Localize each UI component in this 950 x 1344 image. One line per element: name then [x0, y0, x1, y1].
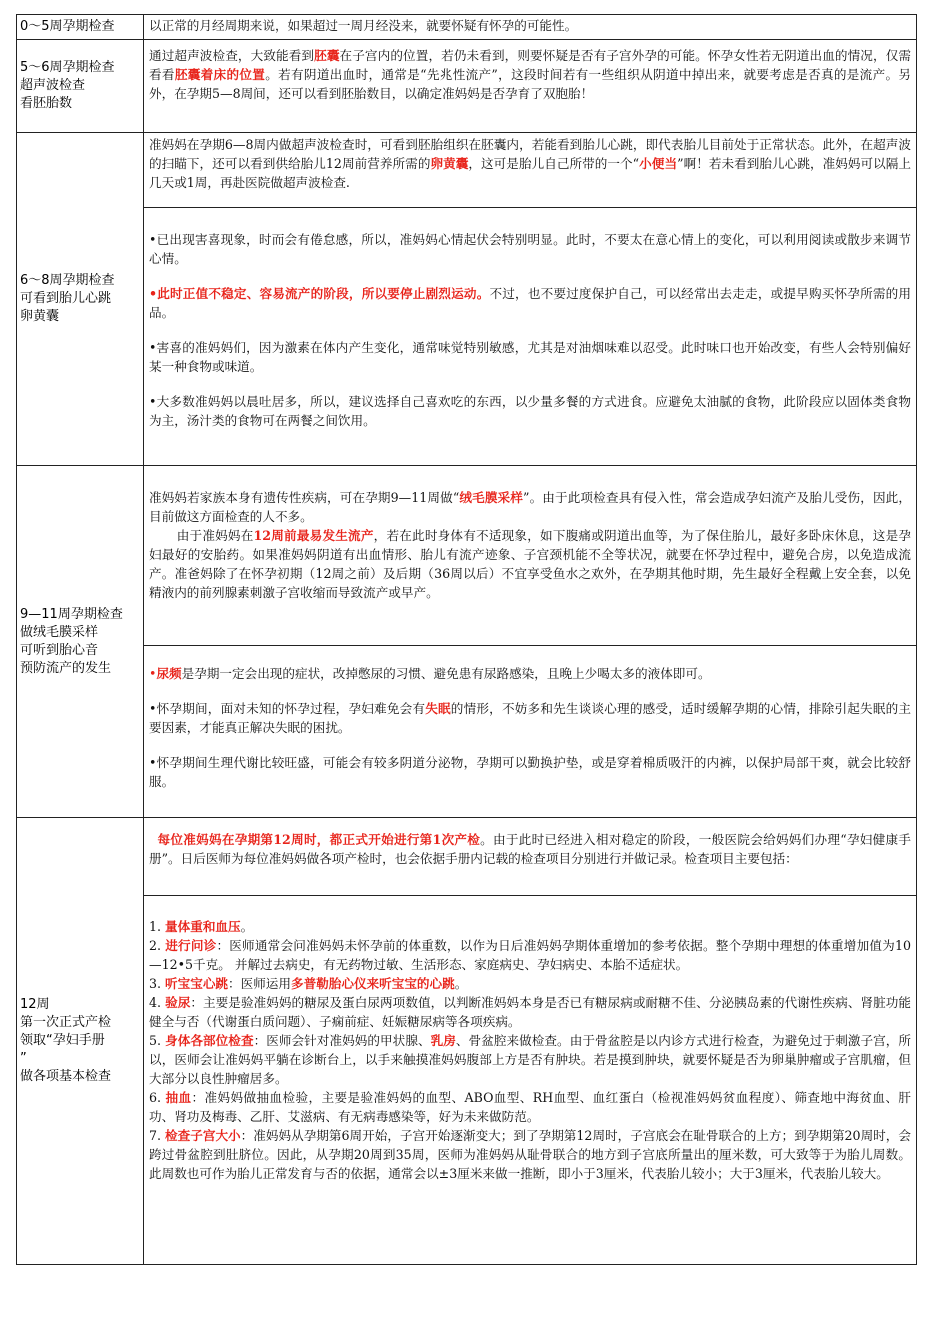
pregnancy-checkup-table — [16, 14, 917, 1265]
row-content — [144, 133, 917, 466]
text-run: 由于准妈妈在 — [176, 528, 254, 543]
bullet-dot: • — [149, 666, 157, 681]
highlight-text: 乳房 — [430, 1033, 456, 1048]
label-line: ” — [20, 1051, 27, 1066]
list-item — [149, 1031, 911, 1088]
highlight-text: 检查子宫大小 — [165, 1128, 241, 1143]
label-line: 0～5周孕期检查 — [20, 19, 115, 34]
text-run: 是孕期一定会出现的症状，改掉憋尿的习惯、避免患有尿路感染，且晚上少喝太多的液体即可。 — [181, 666, 711, 681]
paragraph — [149, 526, 911, 602]
label-line: 可看到胎儿心跳 — [20, 291, 112, 306]
paragraph: 以正常的月经周期来说，如果超过一周月经没来，就要怀疑有怀孕的可能性。 — [149, 18, 578, 33]
paragraph — [149, 135, 911, 192]
highlight-text: 身体各部位检查 — [165, 1033, 254, 1048]
highlight-text: 抽血 — [165, 1090, 192, 1105]
list-item — [149, 936, 911, 974]
row-content — [144, 466, 917, 818]
text-run: ：医师通常会问准妈妈未怀孕前的体重数，以作为日后准妈妈孕期体重增加的参考依据。整个孕期中理想的体重增加值为10—12•5千克。 并解过去病史，有无药物过敏、生活形态、家庭病史、孕妇病史、本胎不适症状。 — [149, 938, 911, 972]
label-line: 卵黄囊 — [20, 309, 60, 324]
list-item — [149, 974, 911, 993]
bullet-paragraph — [149, 699, 911, 737]
text-run: 的情形，不妨多和先生谈谈心理的感受，适时缓解孕期的心情，排除引起失眠的主要因素，才能真正解决失眠的困扰。 — [149, 701, 912, 735]
highlight-text: 每位准妈妈在孕期第12周时，都正式开始进行第1次产检 — [157, 832, 481, 847]
content-section — [144, 133, 916, 207]
text-run: ，若在此时身体有不适现象，如下腹痛或阴道出血等，为了保住胎儿，最好多卧床休息，这是孕妇最好的安胎药。如果准妈妈阴道有出血情形、胎儿有流产迹象、子宫颈机能不全等状况，就要在怀孕过程中，避免合房，以免造成流产。准爸妈除了在怀孕初期（12周之前）及后期（36周以后）不宜享受鱼水之欢外，在孕期其他时期，先生最好全程戴上安全套，以免精液内的前列腺素刺激子宫收缩而导致流产或早产。 — [149, 528, 911, 600]
highlight-text: •此时正值不稳定、容易流产的阶段，所以要停止剧烈运动。 — [149, 286, 490, 301]
label-line: 做绒毛膜采样 — [20, 624, 99, 640]
item-number: 6. — [149, 1090, 166, 1105]
highlight-text: 卵黄囊 — [430, 156, 469, 171]
text-run: ”啊！若未看到胎儿心跳，准妈妈可以隔上几天或1周，再赴医院做超声波检查. — [149, 156, 912, 190]
highlight-text: 验尿 — [165, 995, 191, 1010]
label-line: 做各项基本检查 — [20, 1069, 112, 1084]
text-run: 准妈妈若家族本身有遗传性疾病，可在孕期9—11周做“ — [149, 490, 460, 505]
text-run: 准妈妈在孕期6—8周内做超声波检查时，可看到胚胎组织在胚囊内，若能看到胎儿心跳，即代表胎儿目前处于正常状态。此外，在超声波的扫瞄下，还可以看到供给胎儿12周前营养所需的 — [149, 137, 911, 171]
table-row — [17, 133, 917, 466]
row-label — [17, 40, 144, 133]
text-run: •怀孕期间，面对未知的怀孕过程，孕妇难免会有 — [149, 701, 426, 716]
item-number: 1. — [149, 919, 166, 934]
list-item — [149, 917, 911, 936]
text-run: ：主要是验准妈妈的糖尿及蛋白尿两项数值，以判断准妈妈本身是否已有糖尿病或耐糖不佳、分泌胰岛素的代谢性疾病、肾脏功能健全与否（代谢蛋白质问题）、子痫前症、妊娠糖尿病等各项疾病。 — [149, 995, 912, 1029]
item-number: 5. — [149, 1033, 166, 1048]
table-row — [17, 15, 917, 40]
row-label — [17, 133, 144, 466]
label-line: 6～8周孕期检查 — [20, 273, 115, 288]
content-section — [144, 818, 916, 895]
label-line: 5～6周孕期检查 — [20, 60, 115, 75]
highlight-text: 听宝宝心跳 — [165, 976, 228, 991]
paragraph — [149, 46, 911, 103]
list-item — [149, 1126, 911, 1183]
text-run: 通过超声波检查，大致能看到 — [149, 48, 315, 63]
content-section — [144, 40, 916, 106]
bullet-paragraph: •已出现害喜现象，时而会有倦怠感，所以，准妈妈心情起伏会特别明显。此时，不要太在意心情上的变化，可以利用阅读或散步来调节心情。 — [149, 232, 911, 266]
table-row — [17, 818, 917, 1265]
highlight-text: 胚囊着床的位置 — [174, 67, 266, 82]
content-section — [144, 15, 916, 36]
text-run: 。若有阴道出血时，通常是“先兆性流产”，这段时间若有一些组织从阴道中掉出来，就要考虑是否真的是流产。另外，在孕期5—8周间，还可以看到胚胎数目，以确定准妈妈是否孕育了双胞胎！ — [149, 67, 911, 101]
bullet-paragraph: •大多数准妈妈以晨吐居多，所以，建议选择自己喜欢吃的东西，以少量多餐的方式进食。应避免太油腻的食物，此阶段应以固体类食物为主，汤汁类的食物可在两餐之间饮用。 — [149, 394, 911, 428]
row-content — [144, 15, 917, 40]
item-number: 4. — [149, 995, 166, 1010]
label-line: 看胚胎数 — [20, 96, 73, 111]
highlight-text: 绒毛膜采样 — [459, 490, 523, 505]
paragraph — [149, 488, 911, 526]
item-number: 2. — [149, 938, 166, 953]
bullet-paragraph: •害喜的准妈妈们，因为激素在体内产生变化，通常味觉特别敏感，尤其是对油烟味难以忍受。此时味口也开始改变，有些人会特别偏好某一种食物或味道。 — [149, 340, 911, 374]
bullet-paragraph: •怀孕期间生理代谢比较旺盛，可能会有较多阴道分泌物，孕期可以勤换护垫，或是穿着棉质吸汗的内裤，以保护局部干爽，就会比较舒服。 — [149, 755, 911, 789]
highlight-text: 尿频 — [156, 666, 182, 681]
content-section — [144, 895, 916, 1264]
highlight-text: 多普勒胎心仪来听宝宝的心跳 — [290, 976, 455, 991]
label-line: 领取“孕妇手册 — [20, 1033, 105, 1048]
highlight-text: 12周前最易发生流产 — [253, 528, 374, 543]
text-run: 。 — [240, 919, 254, 934]
text-run: 在子宫内的位置，若仍未看到，则要怀疑是否有子宫外孕的可能。怀孕女性若无阴道出血的情况，仅需看看 — [149, 48, 912, 82]
text-run: 、骨盆腔来做检查。由于骨盆腔是以内诊方式进行检查，为避免过于刺激子宫，所以，医师会让准妈妈平躺在诊断台上，以手来触摸准妈妈腹部上方是否有肿块。若是摸到肿块，就要怀疑是否为卵巢肿瘤或子宫肌瘤，但大部分以良性肿瘤居多。 — [149, 1033, 912, 1086]
text-run: ”。由于此项检查具有侵入性，常会造成孕妇流产及胎儿受伤，因此，目前做这方面检查的人不多。 — [149, 490, 911, 524]
list-item — [149, 1088, 911, 1126]
bullet-paragraph — [149, 284, 911, 322]
table-row — [17, 466, 917, 818]
paragraph — [149, 830, 911, 868]
list-item — [149, 993, 911, 1031]
highlight-text: 进行问诊 — [165, 938, 217, 953]
label-line: 可听到胎心音 — [20, 642, 99, 658]
item-number: 3. — [149, 976, 166, 991]
content-section — [144, 645, 916, 817]
label-line: 第一次正式产检 — [20, 1015, 112, 1030]
highlight-text: 小便当 — [639, 156, 678, 171]
label-line: 9—11周孕期检查 — [20, 606, 123, 622]
label-line: 12周 — [20, 997, 50, 1012]
text-run: ：准妈妈从孕期第6周开始，子宫开始逐渐变大；到了孕期第12周时，子宫底会在耻骨联合的上方；到孕期第20周时，会跨过骨盆腔到肚脐位。因此，从孕期20周到35周，医师为准妈妈从耻骨联合的地方到子宫底所量出的厘米数，可大致等于为胎儿周数。此周数也可作为胎儿正常发育与否的依据，通常会以±3厘米来做一推断，即小于3厘米，代表胎儿较小；大于3厘米，代表胎儿较大。 — [149, 1128, 911, 1181]
text-run: 不过，也不要过度保护自己，可以经常出去走走，或提早购买怀孕所需的用品。 — [149, 286, 911, 320]
row-label — [17, 15, 144, 40]
highlight-text: 胚囊 — [314, 48, 340, 63]
bullet-paragraph — [149, 664, 911, 683]
content-section — [144, 207, 916, 465]
text-run: 。 — [454, 976, 468, 991]
row-label — [17, 818, 144, 1265]
text-run: ：医师运用 — [228, 976, 291, 991]
text-run: ，这可是胎儿自己所带的一个“ — [468, 156, 640, 171]
text-run: ：准妈妈做抽血检验，主要是验准妈妈的血型、ABO血型、RH血型、血红蛋白（检视准妈妈贫血程度）、筛查地中海贫血、肝功、肾功及梅毒、乙肝、艾滋病、有无病毒感染等，好为未来做防范。 — [149, 1090, 912, 1124]
highlight-text: 失眠 — [425, 701, 451, 716]
row-content — [144, 40, 917, 133]
text-run: ：医师会针对准妈妈的甲状腺、 — [253, 1033, 431, 1048]
item-number: 7. — [149, 1128, 166, 1143]
label-line: 预防流产的发生 — [20, 660, 112, 676]
content-section — [144, 466, 916, 645]
row-content — [144, 818, 917, 1265]
row-label — [17, 466, 144, 818]
highlight-text: 量体重和血压 — [165, 919, 241, 934]
label-line: 超声波检查 — [20, 78, 86, 93]
text-run: 。由于此时已经进入相对稳定的阶段，一般医院会给妈妈们办理“孕妇健康手册”。日后医师为每位准妈妈做各项产检时，也会依据手册内记载的检查项目分别进行并做记录。检查项目主要包括： — [149, 832, 911, 866]
table-row — [17, 40, 917, 133]
